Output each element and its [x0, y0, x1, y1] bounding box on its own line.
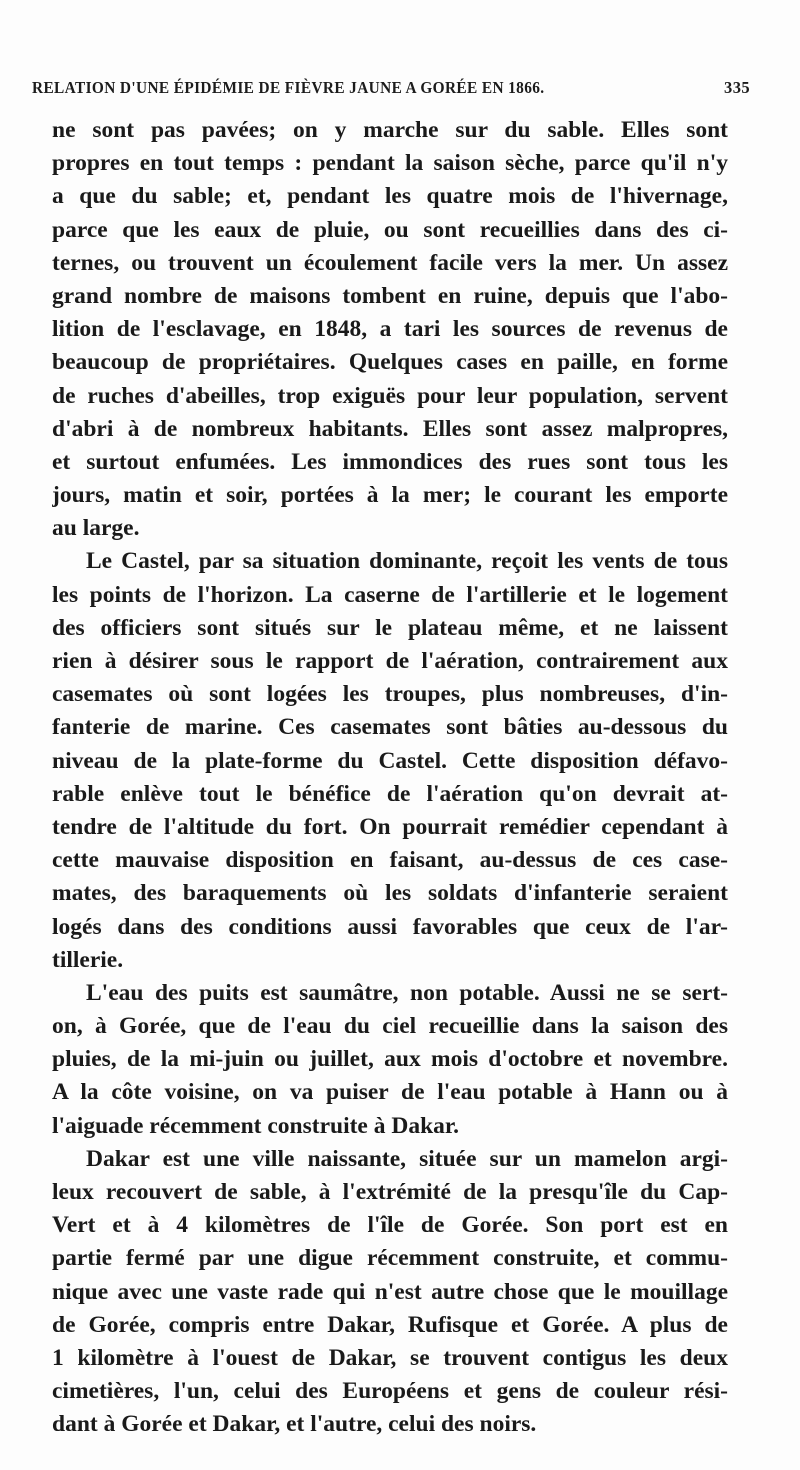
- text-line: partie fermé par une digue récemment construite, et commu-: [52, 1245, 728, 1272]
- text-line: Vert et à 4 kilomètres de l'île de Gorée. Son port est en: [52, 1212, 728, 1239]
- text-line: beaucoup de propriétaires. Quelques cases en paille, en forme: [52, 349, 728, 376]
- text-line: dant à Gorée et Dakar, et l'autre, celui des noirs.: [52, 1411, 537, 1438]
- text-line: casemates où sont logées les troupes, plus nombreuses, d'in-: [52, 681, 728, 708]
- text-line: tillerie.: [52, 946, 124, 973]
- text-line: des officiers sont situés sur le plateau même, et ne laissent: [52, 614, 728, 641]
- text-line: jours, matin et soir, portées à la mer; le courant les emporte: [52, 482, 728, 509]
- text-line: L'eau des puits est saumâtre, non potable. Aussi ne se sert-: [86, 979, 728, 1006]
- text-line: de Gorée, compris entre Dakar, Rufisque et Gorée. A plus de: [52, 1311, 728, 1338]
- text-line: cimetières, l'un, celui des Européens et gens de couleur rési-: [52, 1378, 728, 1405]
- text-line: A la côte voisine, on va puiser de l'eau potable à Hann ou à: [52, 1079, 728, 1106]
- text-line: Le Castel, par sa situation dominante, reçoit les vents de tous: [86, 548, 728, 575]
- text-line: lition de l'esclavage, en 1848, a tari les sources de revenus de: [52, 316, 728, 343]
- text-line: logés dans des conditions aussi favorables que ceux de l'ar-: [52, 913, 728, 940]
- paragraph: [52, 114, 728, 545]
- text-line: a que du sable; et, pendant les quatre mois de l'hivernage,: [52, 183, 728, 210]
- text-line: au large.: [52, 515, 140, 542]
- running-title: RELATION D'UNE ÉPIDÉMIE DE FIÈVRE JAUNE A GORÉE EN 1866.: [32, 78, 545, 97]
- text-line: Dakar est une ville naissante, située sur un mamelon argi-: [86, 1145, 728, 1172]
- text-line: et surtout enfumées. Les immondices des rues sont tous les: [52, 448, 728, 475]
- paragraph: [52, 977, 728, 1143]
- body-text: [52, 114, 728, 1442]
- paragraph: [52, 1143, 728, 1442]
- text-line: grand nombre de maisons tombent en ruine, depuis que l'abo-: [52, 282, 728, 309]
- text-line: cette mauvaise disposition en faisant, au-dessus de ces case-: [52, 847, 728, 874]
- text-line: 1 kilomètre à l'ouest de Dakar, se trouvent contigus les deux: [52, 1344, 728, 1371]
- paragraph: [52, 545, 728, 976]
- text-line: leux recouvert de sable, à l'extrémité de la presqu'île du Cap-: [52, 1179, 728, 1205]
- text-line: l'aiguade récemment construite à Dakar.: [52, 1112, 460, 1139]
- text-line: mates, des baraquements où les soldats d'infanterie seraient: [52, 880, 728, 907]
- text-line: propres en tout temps : pendant la saison sèche, parce qu'il n'y: [52, 150, 728, 177]
- text-line: on, à Gorée, que de l'eau du ciel recueillie dans la saison des: [52, 1013, 728, 1040]
- text-line: ne sont pas pavées; on y marche sur du sable. Elles sont: [52, 117, 728, 143]
- text-line: les points de l'horizon. La caserne de l'artillerie et le logement: [52, 581, 728, 608]
- text-line: parce que les eaux de pluie, ou sont recueillies dans des ci-: [52, 216, 728, 243]
- page-header: [32, 78, 762, 102]
- text-line: nique avec une vaste rade qui n'est autre chose que le mouillage: [52, 1278, 728, 1305]
- text-line: de ruches d'abeilles, trop exiguës pour leur population, servent: [52, 382, 728, 409]
- text-line: pluies, de la mi-juin ou juillet, aux mois d'octobre et novembre.: [52, 1046, 728, 1073]
- text-line: d'abri à de nombreux habitants. Elles sont assez malpropres,: [52, 415, 728, 442]
- page-number: 335: [724, 78, 750, 97]
- text-line: fanterie de marine. Ces casemates sont bâties au-dessous du: [52, 714, 728, 741]
- text-line: tendre de l'altitude du fort. On pourrait remédier cependant à: [52, 813, 728, 840]
- text-line: rien à désirer sous le rapport de l'aération, contrairement aux: [52, 648, 728, 674]
- text-line: niveau de la plate-forme du Castel. Cette disposition défavo-: [52, 747, 728, 774]
- text-line: ternes, ou trouvent un écoulement facile vers la mer. Un assez: [52, 249, 728, 276]
- text-line: rable enlève tout le bénéfice de l'aération qu'on devrait at-: [52, 780, 728, 807]
